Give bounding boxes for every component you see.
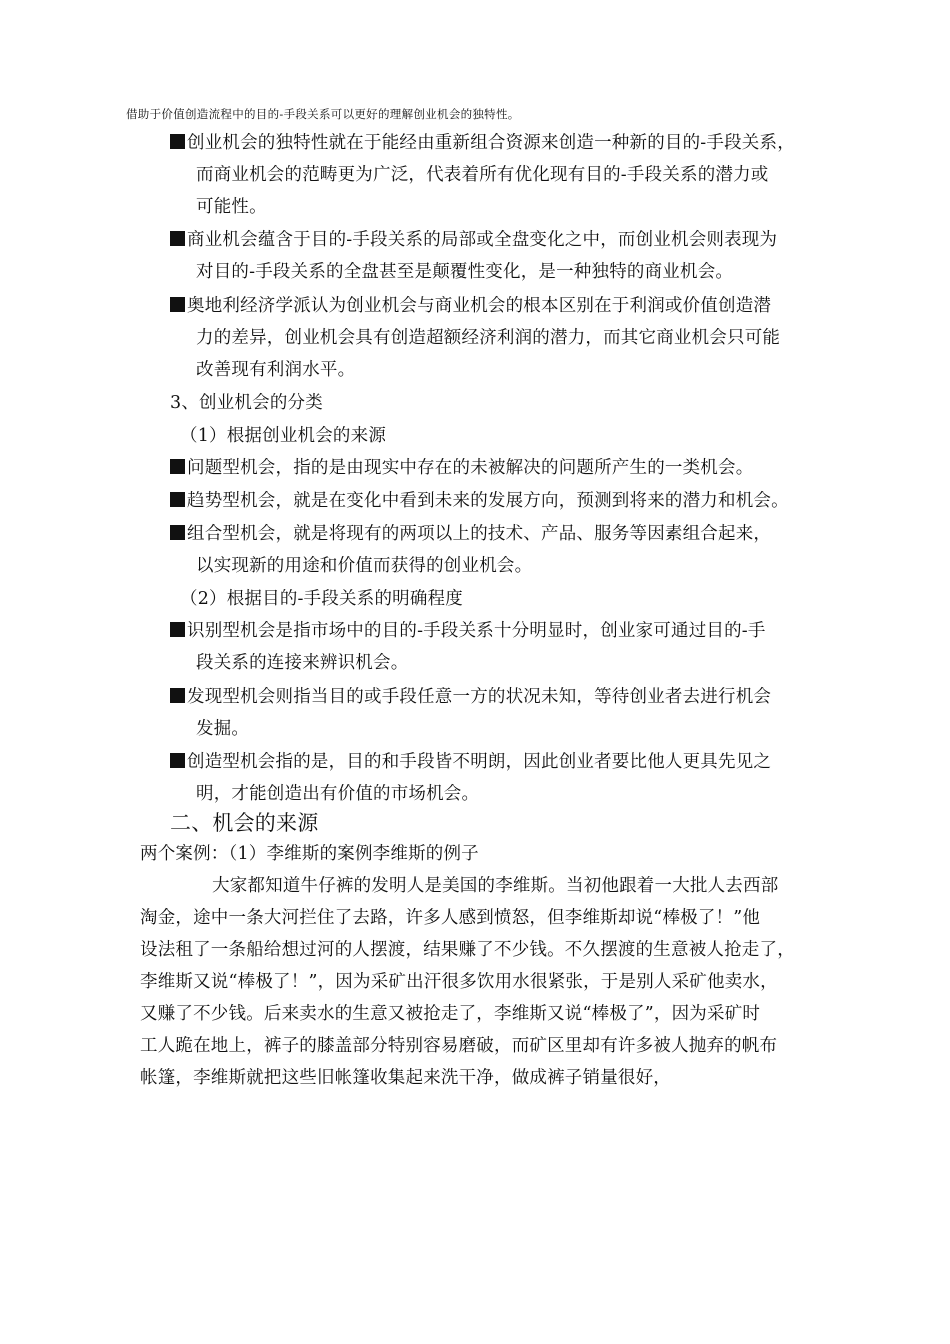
bullet-text: 商业机会蕴含于目的-手段关系的局部或全盘变化之中，而创业机会则表现为 [187, 230, 778, 250]
bullet-text: 组合型机会，就是将现有的两项以上的技术、产品、服务等因素组合起来， [187, 524, 772, 544]
square-bullet-icon [170, 688, 185, 703]
bullet-text: 识别型机会是指市场中的目的-手段关系十分明显时，创业家可通过目的-手 [187, 621, 766, 641]
story-line: 工人跪在地上，裤子的膝盖部分特别容易磨破，而矿区里却有许多被人抛弃的帆布 [140, 1036, 778, 1056]
bullet-item [170, 686, 771, 708]
square-bullet-icon [170, 525, 185, 540]
bullet-text: 趋势型机会，就是在变化中看到未来的发展方向，预测到将来的潜力和机会。 [187, 491, 789, 511]
square-bullet-icon [170, 231, 185, 246]
square-bullet-icon [170, 459, 185, 474]
bullet-text: 问题型机会，指的是由现实中存在的未被解决的问题所产生的一类机会。 [187, 458, 754, 478]
section-title: 3、创业机会的分类 [170, 393, 323, 413]
square-bullet-icon [170, 753, 185, 768]
bullet-continuation: 对目的-手段关系的全盘甚至是颠覆性变化，是一种独特的商业机会。 [196, 262, 734, 282]
square-bullet-icon [170, 492, 185, 507]
bullet-item [170, 457, 753, 479]
bullet-text: 创业机会的独特性就在于能经由重新组合资源来创造一种新的目的-手段关系， [187, 133, 795, 153]
intro-line: 借助于价值创造流程中的目的-手段关系可以更好的理解创业机会的独特性。 [126, 107, 520, 121]
bullet-continuation: 改善现有利润水平。 [196, 360, 356, 380]
bullet-continuation: 而商业机会的范畴更为广泛，代表着所有优化现有目的-手段关系的潜力或 [196, 165, 769, 185]
subsection-title: （2）根据目的-手段关系的明确程度 [180, 589, 463, 609]
square-bullet-icon [170, 134, 185, 149]
bullet-item [170, 295, 771, 317]
bullet-item [170, 751, 771, 773]
story-line: 帐篷，李维斯就把这些旧帐篷收集起来洗干净，做成裤子销量很好， [140, 1068, 671, 1088]
subsection-title: （1）根据创业机会的来源 [180, 426, 387, 446]
bullet-item [170, 620, 766, 642]
chapter-heading: 二、机会的来源 [170, 811, 319, 835]
bullet-item [170, 523, 771, 545]
bullet-continuation: 力的差异，创业机会具有创造超额经济利润的潜力，而其它商业机会只可能 [196, 328, 781, 348]
story-line: 设法租了一条船给想过河的人摆渡，结果赚了不少钱。不久摆渡的生意被人抢走了， [140, 940, 795, 960]
bullet-text: 发现型机会则指当目的或手段任意一方的状况未知，等待创业者去进行机会 [187, 687, 772, 707]
bullet-continuation: 发掘。 [196, 719, 250, 739]
bullet-text: 奥地利经济学派认为创业机会与商业机会的根本区别在于利润或价值创造潜 [187, 296, 772, 316]
case-intro: 两个案例：（1）李维斯的案例李维斯的例子 [140, 844, 479, 864]
square-bullet-icon [170, 297, 185, 312]
story-line: 李维斯又说“棒极了！”，因为采矿出汗很多饮用水很紧张，于是别人采矿他卖水， [140, 972, 778, 992]
bullet-item [170, 132, 795, 154]
bullet-continuation: 以实现新的用途和价值而获得的创业机会。 [196, 556, 533, 576]
square-bullet-icon [170, 622, 185, 637]
bullet-item [170, 229, 777, 251]
bullet-continuation: 段关系的连接来辨识机会。 [196, 653, 409, 673]
bullet-continuation: 可能性。 [196, 197, 267, 217]
story-line: 淘金，途中一条大河拦住了去路，许多人感到愤怒，但李维斯却说“棒极了！”他 [140, 908, 761, 928]
bullet-continuation: 明，才能创造出有价值的市场机会。 [196, 784, 480, 804]
story-line: 大家都知道牛仔裤的发明人是美国的李维斯。当初他跟着一大批人去西部 [212, 876, 779, 896]
bullet-text: 创造型机会指的是，目的和手段皆不明朗，因此创业者要比他人更具先见之 [187, 752, 772, 772]
bullet-item [170, 490, 789, 512]
story-line: 又赚了不少钱。后来卖水的生意又被抢走了，李维斯又说“棒极了”，因为采矿时 [140, 1004, 761, 1024]
